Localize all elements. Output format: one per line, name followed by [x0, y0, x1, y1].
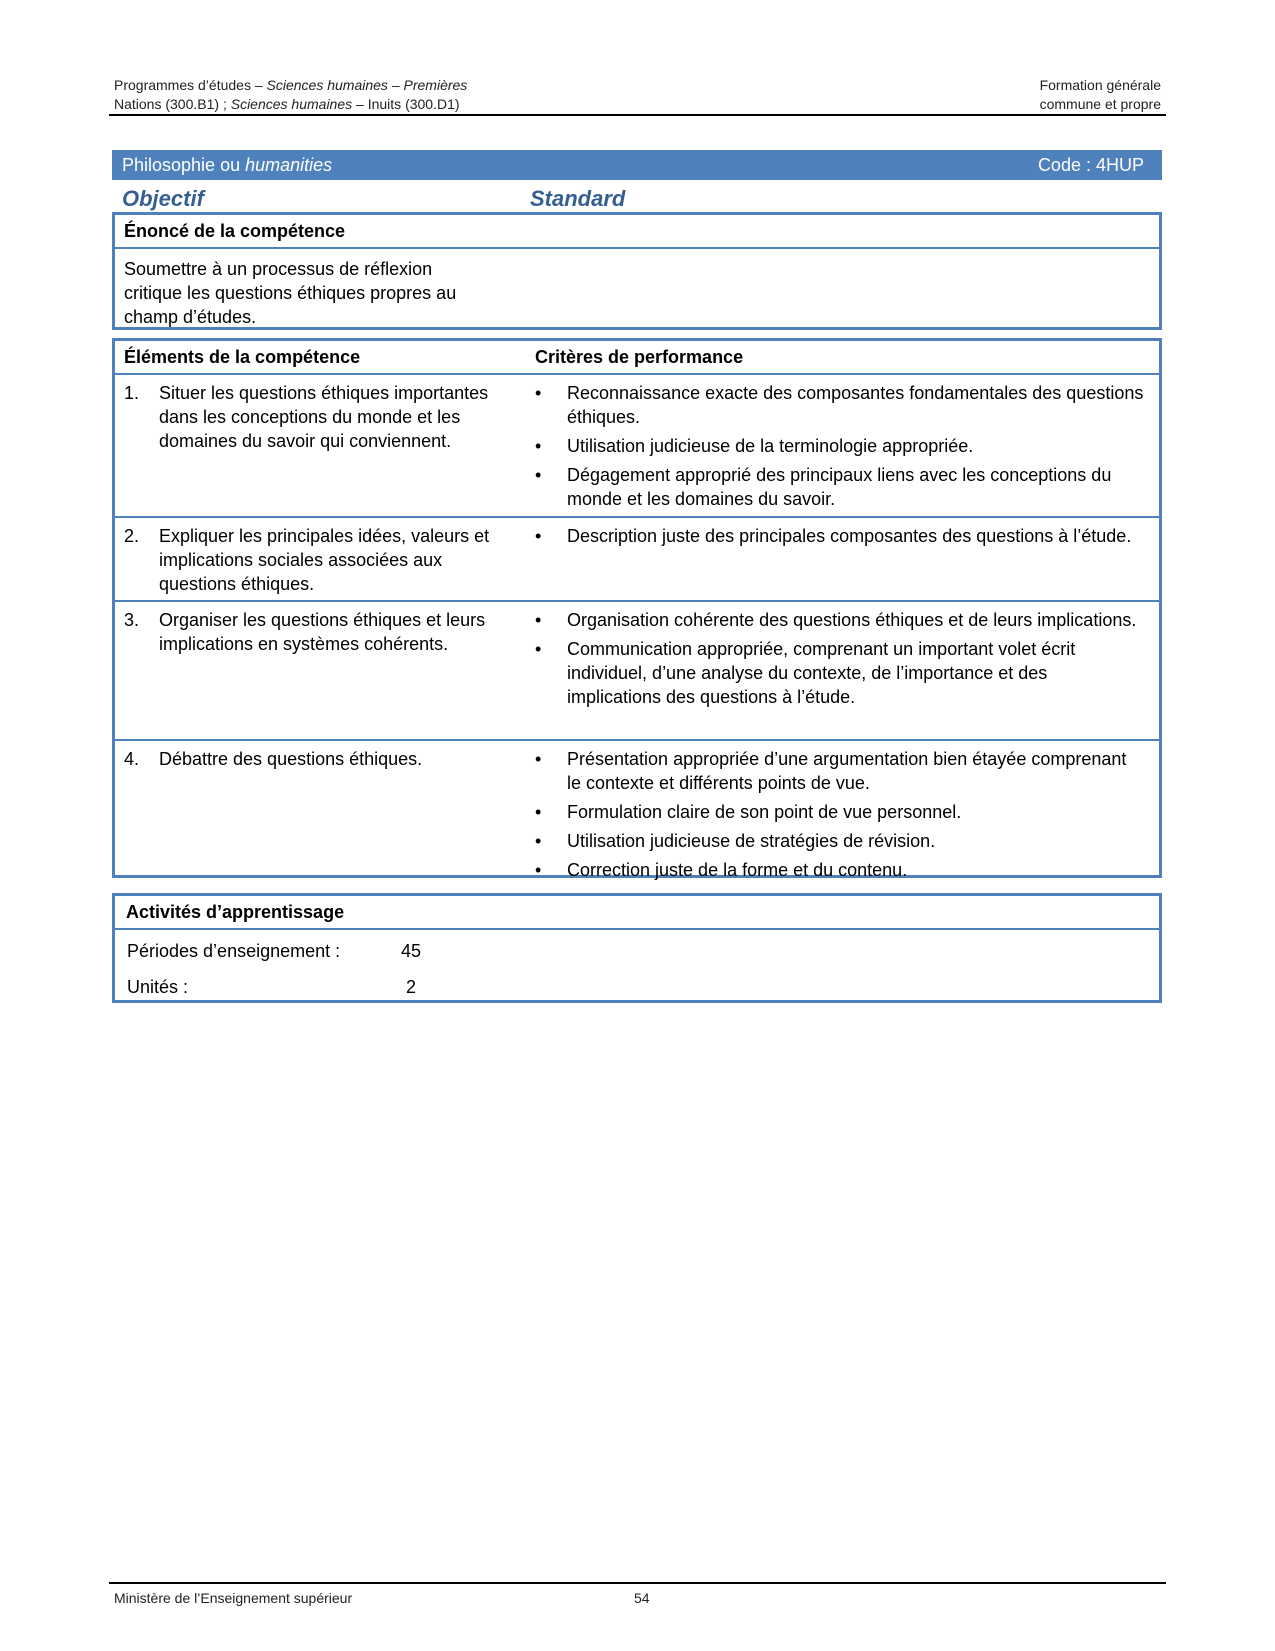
header-right-line-2: commune et propre: [1039, 96, 1161, 112]
list-item: [535, 608, 1145, 632]
list-item: [535, 381, 1145, 429]
column-labels: [112, 184, 1162, 212]
bullet-icon: •: [535, 383, 542, 403]
list-item: [535, 858, 1145, 882]
header-rule: [109, 114, 1166, 116]
list-item: [535, 434, 1145, 458]
element-number: 3.: [124, 610, 140, 630]
list-item: [535, 829, 1145, 853]
criterion-text: Dégagement approprié des principaux liens avec les conceptions du monde et les domaines du savoir.: [567, 465, 1112, 509]
footer-text: Ministère de l’Enseignement supérieur: [114, 1590, 353, 1606]
list-item: [535, 747, 1145, 795]
header-text: Nations (300.B1) ;: [114, 96, 227, 112]
activites-box: [112, 893, 1162, 1003]
criteria-cell: [535, 524, 1145, 553]
bullet-icon: •: [535, 749, 542, 769]
enonce-heading: Énoncé de la compétence: [124, 221, 346, 241]
header-text: Premières: [399, 77, 468, 93]
criterion-text: Présentation appropriée d’une argumentation bien étayée comprenant le contexte et différents points de vue.: [567, 749, 1127, 793]
criterion-text: Formulation claire de son point de vue personnel.: [567, 802, 962, 822]
list-item: [535, 524, 1145, 548]
criterion-text: Communication appropriée, comprenant un important volet écrit individuel, d’une analyse du contexte, de l’importance et des implications des questions à l’étude.: [567, 639, 1076, 707]
table-row: [115, 518, 1159, 602]
activites-heading: Activités d’apprentissage: [126, 902, 345, 922]
header-text: –: [254, 77, 263, 93]
unites-line: [127, 975, 417, 999]
running-header-left: [114, 76, 467, 114]
element-number: 2.: [124, 526, 140, 546]
page-number: 54: [634, 1590, 650, 1606]
course-title-text: Philosophie ou: [122, 154, 246, 175]
header-line-1: [114, 76, 467, 95]
elements-heading: Éléments de la compétence: [124, 347, 361, 367]
bullet-icon: •: [535, 639, 542, 659]
unites-label: Unités :: [127, 977, 189, 997]
bullet-icon: •: [535, 860, 542, 880]
footer-rule: [109, 1582, 1166, 1584]
list-item: [535, 800, 1145, 824]
element-number: 1.: [124, 383, 140, 403]
header-text: Programmes d’études: [114, 77, 255, 93]
criterion-text: Utilisation judicieuse de stratégies de révision.: [567, 831, 936, 851]
header-text: –: [391, 77, 400, 93]
header-line-2: [114, 95, 467, 114]
periodes-value: 45: [401, 941, 422, 961]
header-text: Sciences humaines: [226, 96, 357, 112]
bullet-icon: •: [535, 465, 542, 485]
element-text: Débattre des questions éthiques.: [159, 749, 423, 769]
criterion-text: Organisation cohérente des questions éthiques et de leurs implications.: [567, 610, 1137, 630]
table-row: [115, 375, 1159, 518]
periodes-label: Périodes d’enseignement :: [127, 941, 341, 961]
enonce-line: champ d’études.: [124, 307, 257, 327]
table-row: [115, 602, 1159, 741]
bullet-icon: •: [535, 610, 542, 630]
criterion-text: Correction juste de la forme et du contenu.: [567, 860, 908, 880]
criteria-cell: [535, 381, 1145, 516]
elements-box: [112, 338, 1162, 878]
header-right-line-1: Formation générale: [1039, 77, 1161, 93]
criterion-text: Utilisation judicieuse de la terminologie appropriée.: [567, 436, 974, 456]
enonce-heading-row: [115, 215, 1159, 249]
course-title: [122, 155, 332, 176]
enonce-text: [124, 257, 514, 329]
bullet-icon: •: [535, 831, 542, 851]
table-row: [115, 741, 1159, 883]
criterion-text: Reconnaissance exacte des composantes fondamentales des questions éthiques.: [567, 383, 1144, 427]
criteria-cell: [535, 747, 1145, 887]
course-title-bar: [112, 150, 1162, 180]
course-code: Code : 4HUP: [1037, 154, 1144, 175]
standard-label: Standard: [530, 186, 626, 211]
enonce-line: Soumettre à un processus de réflexion: [124, 259, 433, 279]
bullet-icon: •: [535, 436, 542, 456]
element-text: Expliquer les principales idées, valeurs et implications sociales associées aux questions éthiques.: [159, 526, 490, 594]
element-text: Organiser les questions éthiques et leurs implications en systèmes cohérents.: [159, 610, 486, 654]
enonce-box: [112, 212, 1162, 330]
bullet-icon: •: [535, 802, 542, 822]
element-number: 4.: [124, 749, 140, 769]
list-item: [535, 463, 1145, 511]
header-text: –: [356, 96, 364, 112]
element-text: Situer les questions éthiques importantes dans les conceptions du monde et les domaines du savoir qui conviennent.: [159, 383, 489, 451]
header-text: Inuits (300.D1): [363, 96, 460, 112]
elements-heading-row: [115, 341, 1159, 375]
header-text: Sciences humaines: [262, 77, 392, 93]
objectif-label: Objectif: [122, 186, 204, 211]
periodes-line: [127, 939, 422, 963]
enonce-line: critique les questions éthiques propres au: [124, 283, 457, 303]
list-item: [535, 637, 1145, 709]
criteria-cell: [535, 608, 1145, 714]
running-header-right: [1040, 76, 1161, 114]
unites-value: 2: [406, 977, 417, 997]
criteria-heading: Critères de performance: [535, 347, 744, 367]
bullet-icon: •: [535, 526, 542, 546]
criterion-text: Description juste des principales composantes des questions à l’étude.: [567, 526, 1132, 546]
activites-heading-row: [115, 896, 1159, 930]
course-title-italic: humanities: [245, 154, 333, 175]
